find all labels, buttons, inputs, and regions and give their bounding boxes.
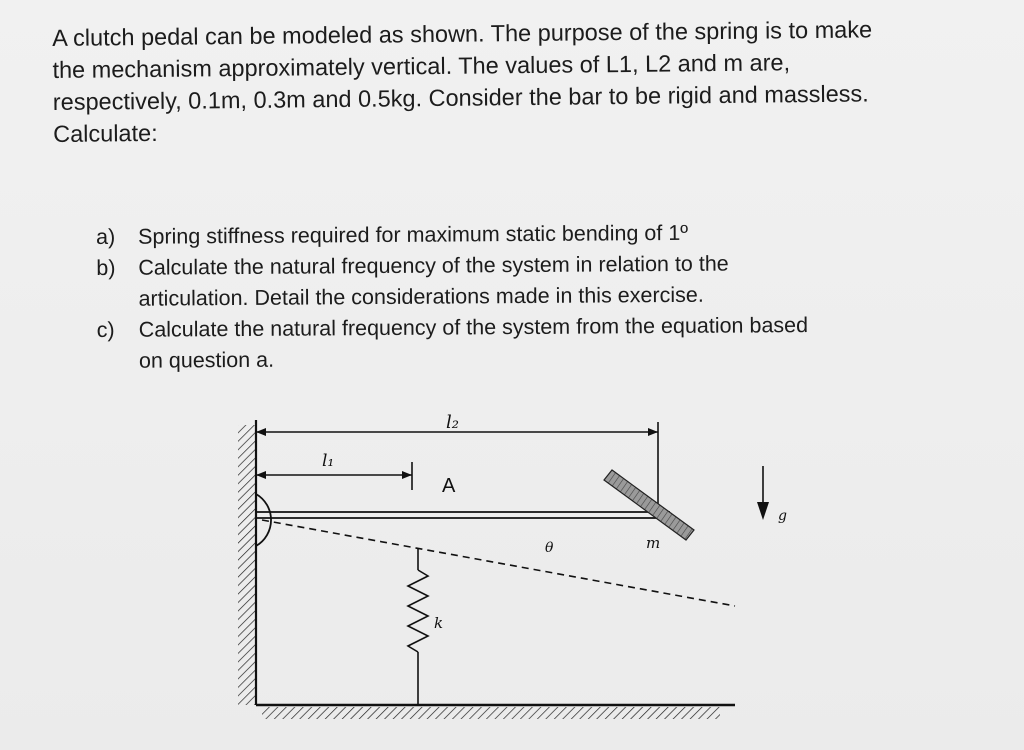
pedal-pad [604, 470, 694, 540]
label-mass: m [646, 534, 661, 552]
intro-text: A clutch pedal can be modeled as shown. The purpose of the spring is to make the mechanism approximately vertical. The values of L1, L2 and m are, respectively, 0.1m, 0.3m and 0.5kg. Consider the bar to be rigid and massless. Calculate: [52, 16, 873, 147]
spring [408, 548, 428, 705]
question-letter: b) [96, 255, 116, 280]
deflected-position-line [262, 520, 735, 606]
label-spring: k [434, 614, 444, 632]
wall [238, 420, 256, 705]
label-l1: l₁ [322, 451, 335, 471]
label-theta: θ [545, 540, 554, 556]
label-l2: l₂ [446, 412, 459, 433]
question-text: Calculate the natural frequency of the system from the equation based on question a. [138, 313, 809, 373]
pedal-bar [256, 512, 670, 518]
ground [256, 705, 735, 719]
question-letter: c) [96, 317, 115, 342]
label-point-a: A [442, 475, 456, 497]
label-gravity: g [778, 508, 787, 524]
gravity-arrow [757, 466, 769, 520]
question-text: Spring stiffness required for maximum static bending of 1º [138, 220, 689, 249]
dimension-l2 [256, 422, 658, 510]
question-text: Calculate the natural frequency of the system in relation to the articulation. Detail the considerations made in this exercise. [138, 251, 729, 311]
question-letter: a) [96, 224, 116, 249]
